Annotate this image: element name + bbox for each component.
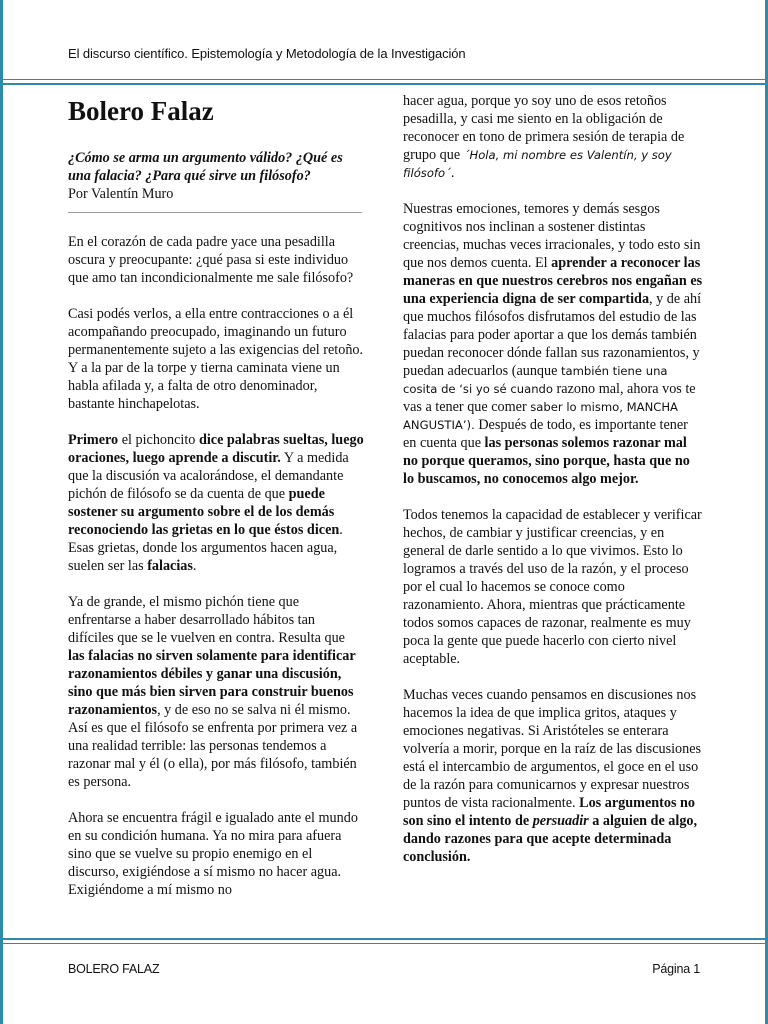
page-header: [0, 0, 768, 86]
bold-text: dice palabras sueltas, luego oraciones, luego aprende a discutir.: [68, 432, 364, 466]
text-span: .: [192, 558, 197, 574]
bold-text: Primero: [68, 432, 119, 448]
page-border-left: [0, 0, 3, 1024]
article-title: Bolero Falaz: [68, 96, 214, 126]
bold-text: aprender a reconocer las maneras en que nuestros cerebros nos engañan es una experiencia digna de ser compartida: [403, 255, 703, 307]
paragraph-4: [68, 593, 364, 791]
header-title: El discurso científico. Epistemología y Metodología de la Investigación: [68, 46, 466, 61]
text-span: el pichoncito: [118, 432, 199, 448]
text-span: . Esas grietas, donde los argumentos hacen agua, suelen ser las: [68, 522, 343, 574]
italic-text: persuadir: [532, 813, 589, 829]
header-rule-thick: [0, 83, 768, 85]
bold-text: falacias: [147, 558, 193, 574]
page-number: Página 1: [652, 962, 700, 976]
bold-text: Los argumentos no son sino el intento de: [403, 795, 696, 829]
text-span: Ya de grande, el mismo pichón tiene que enfrentarse a haber desarrollado hábitos tan difíciles que se le vuelven en contra. Resulta que: [68, 594, 345, 646]
text-span: Después de todo, es importante tener en cuenta que: [403, 417, 688, 451]
text-span: .: [450, 165, 455, 181]
quote-text: ´Hola, mi nombre es Valentín, y soy filósofo´: [403, 148, 672, 180]
footer-rule-thick: [0, 938, 768, 940]
bold-italic-text: [533, 813, 589, 829]
text-span: , y de ahí que muchos filósofos disfrutamos del estudio de las falacias para poder aportar a que los demás también puedan reconocer dónde fallan sus razonamientos, y puedan adecuarlos (aunque: [403, 291, 702, 379]
text-span: , y de eso no se salva ni él mismo. Así es que el filósofo se enfrenta por primera vez a una realidad terrible: las personas tendemos a razonar mal y él (o ella), por más filósofo, también es persona.: [68, 702, 358, 790]
text-span: Nuestras emociones, temores y demás sesgos cognitivos nos inclinan a sostener distintas creencias, muchas veces irracionales, y todo esto sin que nos demos cuenta. El: [403, 201, 701, 271]
aside-text: saber lo mismo, MANCHA ANGUSTIA’).: [403, 400, 678, 432]
aside-text: también tiene una cosita de ‘si yo sé cuando: [403, 364, 668, 396]
article-byline: Por Valentín Muro: [68, 186, 174, 202]
bold-text: las personas solemos razonar mal no porque queramos, sino porque, hasta que no lo buscamos, no conocemos algo mejor.: [403, 435, 690, 487]
left-column: [68, 95, 364, 917]
paragraph-1: En el corazón de cada padre yace una pesadilla oscura y preocupante: ¿qué pasa si este individuo que amo tan incondicionalmente me sale filósofo?: [68, 234, 354, 286]
paragraph-9: [403, 686, 703, 866]
paragraph-3: [68, 431, 364, 575]
text-span: Muchas veces cuando pensamos en discusiones nos hacemos la idea de que implica gritos, ataques y emociones negativas. Si Aristóteles se enterara volvería a morir, porque en la raíz de las discusiones está el intercambio de argumentos, el goce en el uso de la razón para comunicarnos y expresar nuestros puntos de vista racionalmente.: [403, 687, 702, 811]
article-subtitle: ¿Cómo se arma un argumento válido? ¿Qué es una falacia? ¿Para qué sirve un filósofo?: [68, 150, 343, 184]
header-rule: [0, 79, 768, 80]
right-column: [403, 92, 703, 884]
paragraph-6: [403, 92, 703, 182]
footer-rule: [0, 943, 768, 944]
title-divider: [68, 212, 362, 213]
text-span: razono mal, ahora vos te vas a tener que comer: [403, 381, 696, 415]
text-span: Y a medida que la discusión va acalorándose, el demandante pichón de filósofo se da cuenta de que: [68, 450, 349, 502]
footer-title: BOLERO FALAZ: [68, 962, 160, 976]
text-span: hacer agua, porque yo soy uno de esos retoños pesadilla, y casi me siento en la obligación de reconocer en tono de primera sesión de terapia de grupo que: [403, 93, 685, 163]
bold-text: las falacias no sirven solamente para identificar razonamientos débiles y ganar una discusión, sino que más bien sirven para construir buenos razonamientos: [68, 648, 356, 718]
paragraph-5: Ahora se encuentra frágil e igualado ante el mundo en su condición humana. Ya no mira para afuera sino que se vuelve su propio enemigo en el discurso, exigiéndose a sí mismo no hacer agua. Exigiéndome a mí mismo no: [68, 810, 358, 898]
bold-text: a alguien de algo, dando razones para que acepte determinada conclusión.: [403, 813, 698, 865]
bold-text: puede sostener su argumento sobre el de los demás reconociendo las grietas en lo que éstos dicen: [68, 486, 340, 538]
paragraph-8: Todos tenemos la capacidad de establecer y verificar hechos, de cambiar y justificar creencias, y en general de darle sentido a lo que vivimos. Esto lo logramos a través del uso de la razón, y el proceso por el cual lo hacemos se conoce como razonamiento. Ahora, mientras que prácticamente todos somos capaces de razonar, realmente es muy poca la gente que puede hacerlo con cierto nivel aceptable.: [403, 507, 702, 667]
paragraph-7: [403, 200, 703, 488]
paragraph-2: Casi podés verlos, a ella entre contracciones o a él acompañando preocupado, imaginando un futuro permanentemente sujeto a las exigencias del retoño. Y a la par de la torpe y tierna caminata viene un habla afilada y, a falta de otro denominador, bastante hinchapelotas.: [68, 306, 364, 412]
